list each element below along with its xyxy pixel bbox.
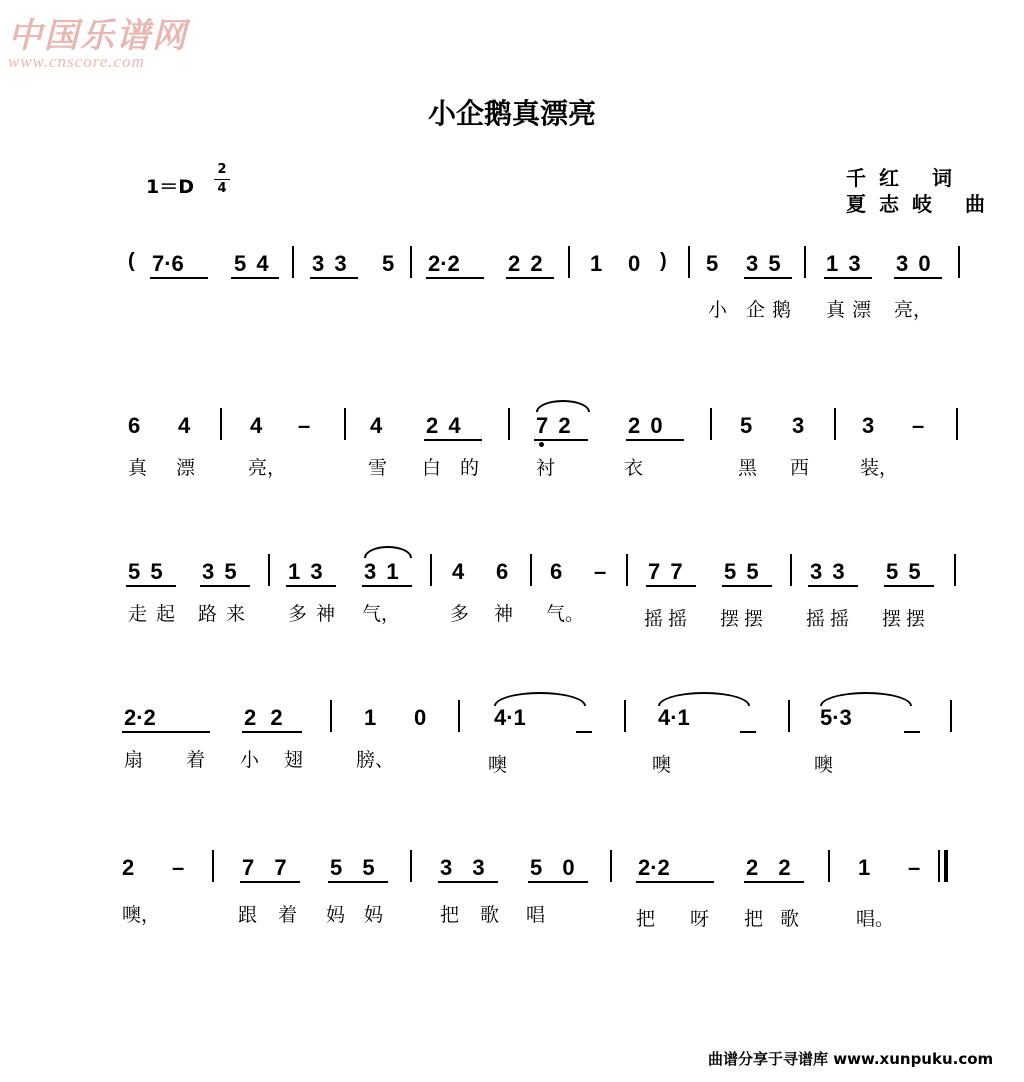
- note: 5·3: [820, 705, 852, 730]
- barline: [508, 408, 510, 440]
- underline: [242, 731, 302, 733]
- note: 1: [364, 705, 377, 730]
- lyric: 摆: [882, 608, 902, 630]
- slur: [494, 692, 586, 706]
- barline: [568, 246, 570, 278]
- key-signature: 1＝D: [146, 176, 194, 198]
- barline: [828, 850, 830, 882]
- underline: [126, 585, 176, 587]
- lyric: 唱: [526, 904, 546, 926]
- lyric: 的: [460, 457, 480, 479]
- lyric: 企: [746, 299, 766, 321]
- note: –: [594, 559, 607, 584]
- lower-octave-dot: [539, 442, 544, 447]
- underline: [636, 881, 714, 883]
- note: 5 5: [128, 559, 163, 584]
- note: 3 3: [810, 559, 845, 584]
- note: 4: [370, 413, 383, 438]
- underline: [894, 277, 942, 279]
- barline: [834, 408, 836, 440]
- note: 3 5: [202, 559, 237, 584]
- underline: [426, 277, 484, 279]
- note: 2 2: [508, 251, 543, 276]
- song-title: 小企鹅真漂亮: [427, 97, 596, 130]
- underline: [328, 881, 388, 883]
- lyric: 摆: [906, 608, 926, 630]
- barline: [958, 246, 960, 278]
- underline: [722, 585, 772, 587]
- underline: [646, 585, 696, 587]
- final-barline-thin: [938, 850, 940, 882]
- note: 1: [590, 251, 603, 276]
- note: –: [908, 855, 921, 880]
- barline: [956, 408, 958, 440]
- lyric: 摇: [830, 608, 850, 630]
- lyric: 把: [440, 904, 460, 926]
- note: 2 2: [746, 855, 791, 880]
- barline: [430, 554, 432, 586]
- note: 4·1: [494, 705, 526, 730]
- lyric: 神: [316, 603, 336, 625]
- lyric: 亮，: [894, 299, 933, 321]
- lyric: 白: [422, 457, 442, 479]
- note: 6: [550, 559, 563, 584]
- barline: [344, 408, 346, 440]
- note: 2·2: [124, 705, 156, 730]
- underline: [200, 585, 250, 587]
- watermark-logo: 中国乐谱网: [8, 16, 188, 56]
- note: 4: [178, 413, 191, 438]
- slur: [820, 692, 912, 706]
- time-signature-bottom: 4: [217, 181, 227, 196]
- lyric: 小: [708, 299, 728, 321]
- lyric: 唱。: [856, 908, 895, 930]
- lyric: 扇: [124, 749, 144, 771]
- underline: [534, 439, 588, 441]
- lyric: 起: [156, 603, 176, 625]
- lyric: 西: [790, 457, 810, 479]
- lyric: 漂: [176, 457, 196, 479]
- barline: [268, 554, 270, 586]
- lyric: 把: [744, 908, 764, 930]
- lyric: 歌: [780, 908, 800, 930]
- note: 5: [740, 413, 753, 438]
- note: 3 5: [746, 251, 781, 276]
- lyric: 多: [450, 603, 470, 625]
- lyric: 来: [226, 603, 246, 625]
- barline: [410, 246, 412, 278]
- note: 4: [250, 413, 263, 438]
- note: 5 5: [886, 559, 921, 584]
- lyric: 真: [826, 299, 846, 321]
- barline: [950, 700, 952, 732]
- lyric: 黑: [738, 457, 758, 479]
- note: –: [912, 413, 925, 438]
- note: 5: [382, 251, 395, 276]
- barline: [954, 554, 956, 586]
- underline: [576, 731, 592, 733]
- barline: [292, 246, 294, 278]
- final-barline-thick: [944, 850, 948, 882]
- note: 5 5: [330, 855, 375, 880]
- note: ): [660, 250, 667, 272]
- underline: [528, 881, 588, 883]
- lyric: 膀、: [356, 749, 395, 771]
- barline: [330, 700, 332, 732]
- time-signature-bar: [214, 179, 230, 180]
- note: 3: [792, 413, 805, 438]
- note: 2·2: [638, 855, 670, 880]
- lyric: 摆: [720, 608, 740, 630]
- lyric: 气，: [362, 603, 401, 625]
- note: 1 3: [288, 559, 323, 584]
- note: 2 2: [244, 705, 283, 730]
- composer-credit: 夏志岐 曲: [846, 192, 998, 216]
- lyric: 真: [128, 457, 148, 479]
- lyric: 噢: [652, 754, 672, 776]
- slur: [364, 546, 412, 558]
- underline: [824, 277, 872, 279]
- lyric: 神: [494, 603, 514, 625]
- note: 6: [496, 559, 509, 584]
- note: 3 1: [364, 559, 399, 584]
- lyric: 鹅: [772, 299, 792, 321]
- lyric: 翅: [284, 749, 304, 771]
- barline: [410, 850, 412, 882]
- note: 3: [862, 413, 875, 438]
- slur: [536, 400, 590, 412]
- lyric: 摇: [644, 608, 664, 630]
- note: 7·6: [152, 251, 184, 276]
- barline: [688, 246, 690, 278]
- note: 1 3: [826, 251, 861, 276]
- lyric: 摇: [806, 608, 826, 630]
- note: 3 0: [896, 251, 931, 276]
- note: 7 2: [536, 413, 571, 438]
- barline: [626, 554, 628, 586]
- lyric: 多: [288, 603, 308, 625]
- barline: [220, 408, 222, 440]
- lyric: 妈: [326, 904, 346, 926]
- underline: [424, 439, 482, 441]
- note: 2 4: [426, 413, 461, 438]
- note: –: [298, 413, 311, 438]
- note: 4: [452, 559, 465, 584]
- lyric: 气。: [546, 603, 585, 625]
- underline: [150, 277, 208, 279]
- underline: [362, 585, 412, 587]
- lyric: 妈: [364, 904, 384, 926]
- note: 5 5: [724, 559, 759, 584]
- underline: [808, 585, 858, 587]
- underline: [904, 731, 920, 733]
- lyric: 噢: [488, 754, 508, 776]
- lyric: 噢: [814, 754, 834, 776]
- barline: [530, 554, 532, 586]
- lyric: 摇: [668, 608, 688, 630]
- note: 7 7: [242, 855, 287, 880]
- lyric: 亮，: [248, 457, 287, 479]
- note: 4·1: [658, 705, 690, 730]
- note: 1: [858, 855, 871, 880]
- underline: [310, 277, 358, 279]
- lyric: 把: [636, 908, 656, 930]
- lyric: 着: [186, 749, 206, 771]
- lyric: 衣: [624, 457, 644, 479]
- note: (: [128, 250, 135, 272]
- barline: [790, 554, 792, 586]
- lyric: 呀: [690, 908, 710, 930]
- note: 7 7: [648, 559, 683, 584]
- lyric: 路: [198, 603, 218, 625]
- underline: [626, 439, 684, 441]
- time-signature-top: 2: [217, 162, 227, 177]
- note: 0: [628, 251, 641, 276]
- barline: [624, 700, 626, 732]
- underline: [438, 881, 498, 883]
- lyric: 漂: [852, 299, 872, 321]
- lyric: 装，: [860, 457, 899, 479]
- underline: [744, 881, 804, 883]
- lyric: 小: [240, 749, 260, 771]
- lyric: 歌: [480, 904, 500, 926]
- underline: [506, 277, 554, 279]
- barline: [212, 850, 214, 882]
- note: 3 3: [312, 251, 347, 276]
- footer-source[interactable]: 曲谱分享于寻谱库 www.xunpuku.com: [708, 1050, 994, 1068]
- barline: [710, 408, 712, 440]
- slur: [658, 692, 750, 706]
- lyric: 雪: [368, 457, 388, 479]
- note: 5 4: [234, 251, 269, 276]
- underline: [740, 731, 756, 733]
- barline: [804, 246, 806, 278]
- barline: [458, 700, 460, 732]
- lyric: 跟: [238, 904, 258, 926]
- note: 3 3: [440, 855, 485, 880]
- note: 0: [414, 705, 427, 730]
- time-signature: [214, 162, 230, 197]
- lyric: 衬: [536, 457, 556, 479]
- barline: [610, 850, 612, 882]
- note: 5: [706, 251, 719, 276]
- note: –: [172, 855, 185, 880]
- lyric: 摆: [744, 608, 764, 630]
- lyric: 噢，: [122, 904, 161, 926]
- lyric: 着: [278, 904, 298, 926]
- lyricist-credit: 千红 词: [846, 166, 965, 190]
- lyric: 走: [128, 603, 148, 625]
- underline: [240, 881, 300, 883]
- note: 2 0: [628, 413, 663, 438]
- note: 6: [128, 413, 141, 438]
- note: 2·2: [428, 251, 460, 276]
- watermark-url[interactable]: www.cnscore.com: [8, 52, 145, 71]
- underline: [744, 277, 792, 279]
- underline: [286, 585, 336, 587]
- note: 2: [122, 855, 135, 880]
- underline: [231, 277, 279, 279]
- underline: [122, 731, 210, 733]
- underline: [884, 585, 934, 587]
- barline: [788, 700, 790, 732]
- note: 5 0: [530, 855, 575, 880]
